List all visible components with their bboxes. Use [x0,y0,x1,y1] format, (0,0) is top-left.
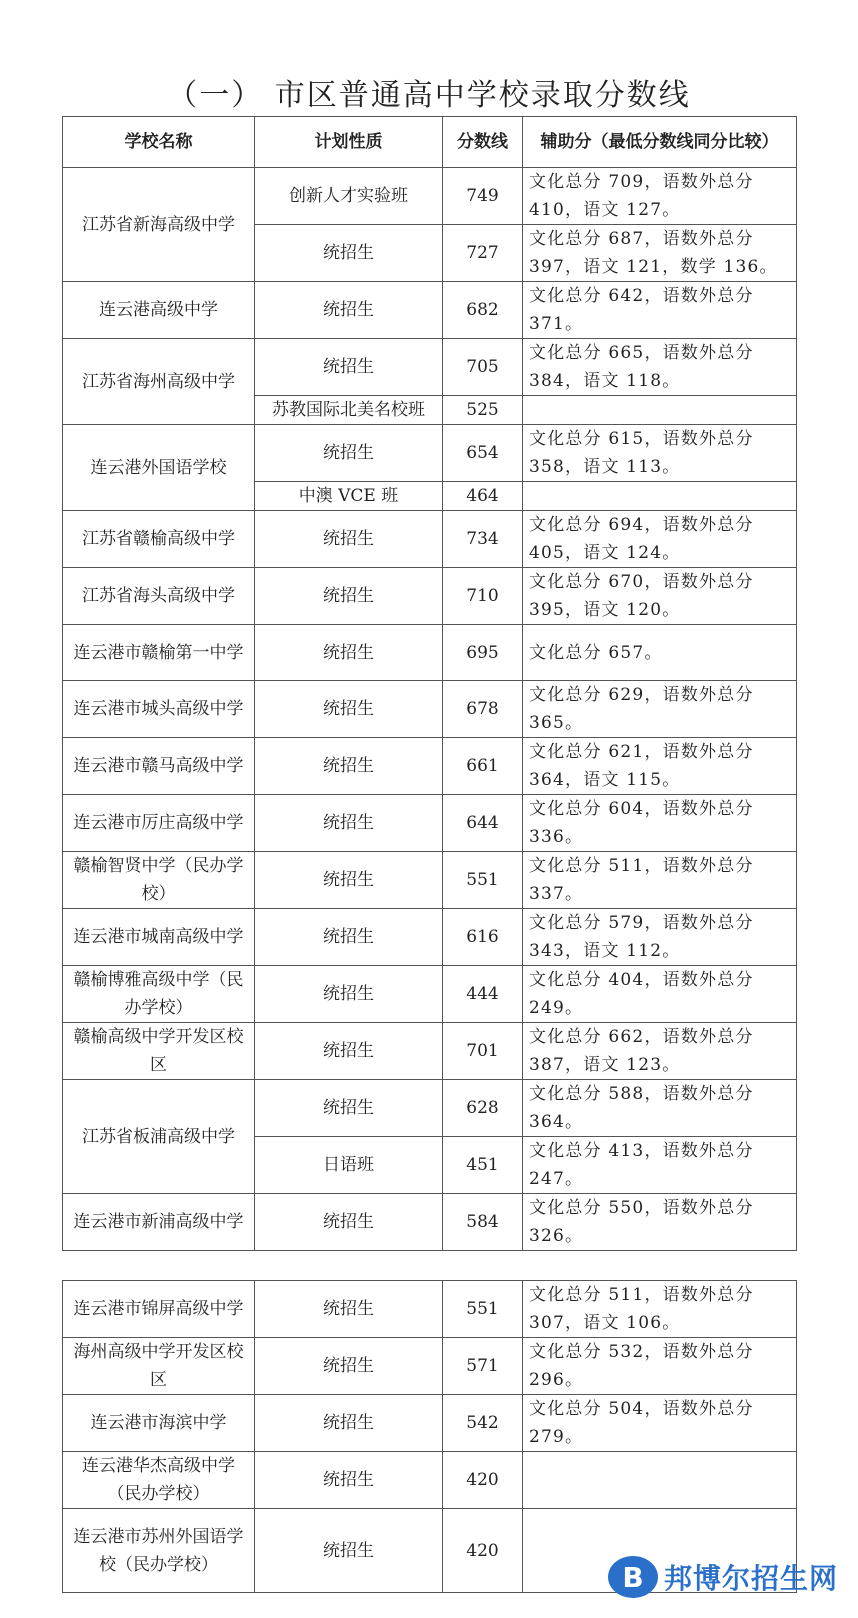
plan-type-cell: 统招生 [255,1509,443,1593]
plan-type-cell: 苏教国际北美名校班 [255,396,443,425]
aux-score-cell: 文化总分 709，语数外总分 410，语文 127。 [523,168,797,225]
header-aux-score: 辅助分（最低分数线同分比较） [523,117,797,168]
aux-score-cell: 文化总分 629，语数外总分 365。 [523,681,797,738]
table-row [63,511,797,568]
school-name-cell: 连云港市新浦高级中学 [63,1194,255,1251]
aux-score-cell: 文化总分 588，语数外总分 364。 [523,1080,797,1137]
aux-score-cell: 文化总分 670，语数外总分 395，语文 120。 [523,568,797,625]
school-name-cell: 连云港市城南高级中学 [63,909,255,966]
school-name-cell: 江苏省海头高级中学 [63,568,255,625]
score-cell: 710 [443,568,523,625]
table-header-row [63,117,797,168]
plan-type-cell: 统招生 [255,568,443,625]
score-cell: 451 [443,1137,523,1194]
aux-score-cell: 文化总分 550，语数外总分 326。 [523,1194,797,1251]
table-row [63,852,797,909]
aux-score-cell: 文化总分 694，语数外总分 405，语文 124。 [523,511,797,568]
table-row [63,1395,797,1452]
logo-text: 邦博尔招生网 [663,1562,838,1595]
score-cell: 682 [443,282,523,339]
school-name-cell: 连云港市城头高级中学 [63,681,255,738]
plan-type-cell: 统招生 [255,852,443,909]
plan-type-cell: 统招生 [255,681,443,738]
score-cell: 616 [443,909,523,966]
header-school-name: 学校名称 [63,117,255,168]
table-row [63,1452,797,1509]
score-cell: 654 [443,425,523,482]
score-cell: 551 [443,852,523,909]
aux-score-cell: 文化总分 615，语数外总分 358，语文 113。 [523,425,797,482]
score-cell: 749 [443,168,523,225]
plan-type-cell: 日语班 [255,1137,443,1194]
school-name-cell: 赣榆高级中学开发区校区 [63,1023,255,1080]
score-cell: 551 [443,1281,523,1338]
plan-type-cell: 统招生 [255,966,443,1023]
aux-score-cell: 文化总分 662，语数外总分 387，语文 123。 [523,1023,797,1080]
aux-score-cell: 文化总分 404，语数外总分 249。 [523,966,797,1023]
table-row [63,1080,797,1137]
school-name-cell: 连云港市海滨中学 [63,1395,255,1452]
aux-score-cell [523,1452,797,1509]
admission-table-part-2 [62,1280,797,1593]
aux-score-cell [523,482,797,511]
aux-score-cell: 文化总分 687，语数外总分 397，语文 121，数学 136。 [523,225,797,282]
school-name-cell: 赣榆博雅高级中学（民办学校） [63,966,255,1023]
score-cell: 705 [443,339,523,396]
aux-score-cell [523,396,797,425]
school-name-cell: 赣榆智贤中学（民办学校） [63,852,255,909]
aux-score-cell: 文化总分 642，语数外总分 371。 [523,282,797,339]
aux-score-cell: 文化总分 579，语数外总分 343，语文 112。 [523,909,797,966]
plan-type-cell: 统招生 [255,425,443,482]
table-row [63,1338,797,1395]
page-title: （一） 市区普通高中学校录取分数线 [167,78,691,113]
table-row [63,681,797,738]
logo-b-icon: B [608,1556,658,1598]
table-row [63,1023,797,1080]
score-cell: 420 [443,1452,523,1509]
school-name-cell: 连云港华杰高级中学（民办学校） [63,1452,255,1509]
school-name-cell: 连云港高级中学 [63,282,255,339]
aux-score-cell: 文化总分 665，语数外总分 384，语文 118。 [523,339,797,396]
aux-score-cell: 文化总分 504，语数外总分 279。 [523,1395,797,1452]
plan-type-cell: 统招生 [255,1080,443,1137]
score-cell: 584 [443,1194,523,1251]
plan-type-cell: 创新人才实验班 [255,168,443,225]
score-cell: 661 [443,738,523,795]
plan-type-cell: 统招生 [255,282,443,339]
table-row [63,282,797,339]
school-name-cell: 江苏省赣榆高级中学 [63,511,255,568]
table-row [63,339,797,396]
plan-type-cell: 统招生 [255,738,443,795]
aux-score-cell: 文化总分 511，语数外总分 337。 [523,852,797,909]
school-name-cell: 连云港市苏州外国语学校（民办学校） [63,1509,255,1593]
score-cell: 727 [443,225,523,282]
score-cell: 644 [443,795,523,852]
table-row [63,966,797,1023]
table-row [63,168,797,225]
plan-type-cell: 统招生 [255,795,443,852]
plan-type-cell: 中澳 VCE 班 [255,482,443,511]
plan-type-cell: 统招生 [255,1338,443,1395]
header-score-line: 分数线 [443,117,523,168]
school-name-cell: 连云港市赣榆第一中学 [63,625,255,681]
table-row [63,425,797,482]
score-cell: 444 [443,966,523,1023]
table-row [63,738,797,795]
aux-score-cell: 文化总分 604，语数外总分 336。 [523,795,797,852]
aux-score-cell: 文化总分 413，语数外总分 247。 [523,1137,797,1194]
admission-table-part-1 [62,116,797,1251]
table-row [63,568,797,625]
plan-type-cell: 统招生 [255,1281,443,1338]
score-cell: 420 [443,1509,523,1593]
aux-score-cell: 文化总分 511，语数外总分 307，语文 106。 [523,1281,797,1338]
school-name-cell: 海州高级中学开发区校区 [63,1338,255,1395]
plan-type-cell: 统招生 [255,1452,443,1509]
table-row [63,1281,797,1338]
score-cell: 525 [443,396,523,425]
plan-type-cell: 统招生 [255,1395,443,1452]
header-plan-type: 计划性质 [255,117,443,168]
score-cell: 678 [443,681,523,738]
plan-type-cell: 统招生 [255,909,443,966]
plan-type-cell: 统招生 [255,1023,443,1080]
table-row [63,909,797,966]
aux-score-cell: 文化总分 657。 [523,625,797,681]
score-cell: 571 [443,1338,523,1395]
school-name-cell: 连云港市赣马高级中学 [63,738,255,795]
score-cell: 734 [443,511,523,568]
score-cell: 542 [443,1395,523,1452]
table-row [63,1194,797,1251]
table-row [63,795,797,852]
score-cell: 628 [443,1080,523,1137]
aux-score-cell: 文化总分 532，语数外总分 296。 [523,1338,797,1395]
school-name-cell: 江苏省板浦高级中学 [63,1080,255,1194]
school-name-cell: 连云港市厉庄高级中学 [63,795,255,852]
score-cell: 464 [443,482,523,511]
school-name-cell: 江苏省海州高级中学 [63,339,255,425]
school-name-cell: 江苏省新海高级中学 [63,168,255,282]
plan-type-cell: 统招生 [255,1194,443,1251]
table-row [63,625,797,681]
watermark-logo [608,1556,838,1598]
score-cell: 695 [443,625,523,681]
aux-score-cell: 文化总分 621，语数外总分 364，语文 115。 [523,738,797,795]
plan-type-cell: 统招生 [255,225,443,282]
school-name-cell: 连云港外国语学校 [63,425,255,511]
plan-type-cell: 统招生 [255,339,443,396]
plan-type-cell: 统招生 [255,625,443,681]
school-name-cell: 连云港市锦屏高级中学 [63,1281,255,1338]
score-cell: 701 [443,1023,523,1080]
plan-type-cell: 统招生 [255,511,443,568]
